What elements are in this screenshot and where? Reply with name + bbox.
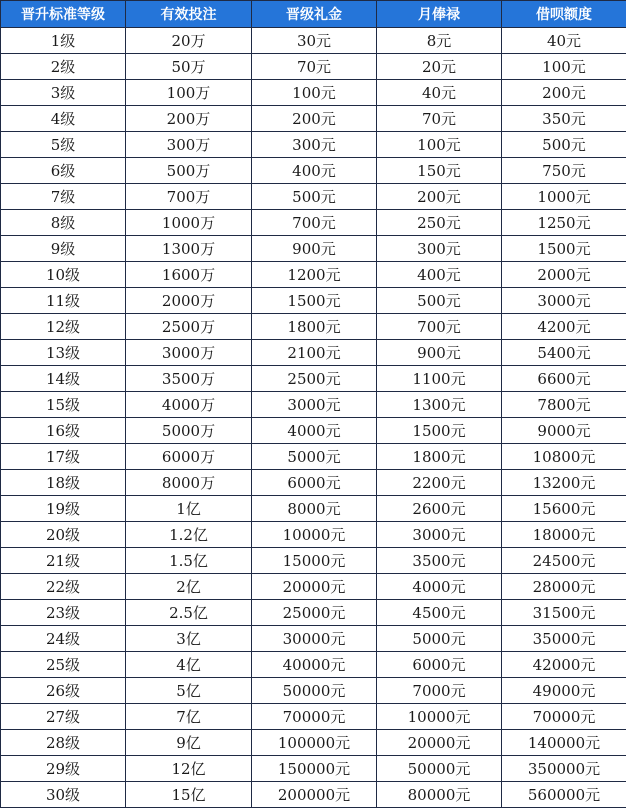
cell-promotion-bonus: 300元 xyxy=(252,132,377,158)
cell-promotion-bonus: 2100元 xyxy=(252,340,377,366)
cell-monthly-salary: 50000元 xyxy=(377,756,502,782)
cell-promotion-bonus: 1200元 xyxy=(252,262,377,288)
cell-level: 1级 xyxy=(1,28,126,54)
cell-valid-bet: 500万 xyxy=(126,158,252,184)
cell-monthly-salary: 100元 xyxy=(377,132,502,158)
cell-promotion-bonus: 150000元 xyxy=(252,756,377,782)
cell-monthly-salary: 400元 xyxy=(377,262,502,288)
cell-level: 19级 xyxy=(1,496,126,522)
cell-promotion-bonus: 900元 xyxy=(252,236,377,262)
cell-monthly-salary: 2200元 xyxy=(377,470,502,496)
cell-valid-bet: 5000万 xyxy=(126,418,252,444)
cell-valid-bet: 8000万 xyxy=(126,470,252,496)
cell-level: 28级 xyxy=(1,730,126,756)
cell-credit-limit: 100元 xyxy=(502,54,626,80)
cell-promotion-bonus: 30000元 xyxy=(252,626,377,652)
cell-level: 5级 xyxy=(1,132,126,158)
cell-monthly-salary: 2600元 xyxy=(377,496,502,522)
table-row xyxy=(1,782,626,808)
cell-credit-limit: 28000元 xyxy=(502,574,626,600)
cell-monthly-salary: 1800元 xyxy=(377,444,502,470)
cell-level: 27级 xyxy=(1,704,126,730)
table-row xyxy=(1,730,626,756)
cell-level: 6级 xyxy=(1,158,126,184)
table-row xyxy=(1,652,626,678)
cell-valid-bet: 200万 xyxy=(126,106,252,132)
cell-level: 24级 xyxy=(1,626,126,652)
cell-monthly-salary: 1300元 xyxy=(377,392,502,418)
cell-level: 13级 xyxy=(1,340,126,366)
cell-promotion-bonus: 1800元 xyxy=(252,314,377,340)
cell-valid-bet: 300万 xyxy=(126,132,252,158)
cell-level: 10级 xyxy=(1,262,126,288)
cell-level: 2级 xyxy=(1,54,126,80)
table-header xyxy=(1,1,626,28)
table-row xyxy=(1,132,626,158)
cell-valid-bet: 6000万 xyxy=(126,444,252,470)
table-row xyxy=(1,28,626,54)
cell-promotion-bonus: 100000元 xyxy=(252,730,377,756)
cell-valid-bet: 2500万 xyxy=(126,314,252,340)
cell-promotion-bonus: 6000元 xyxy=(252,470,377,496)
cell-promotion-bonus: 200元 xyxy=(252,106,377,132)
table-body xyxy=(1,28,626,808)
table-row xyxy=(1,574,626,600)
cell-credit-limit: 40元 xyxy=(502,28,626,54)
table-row xyxy=(1,756,626,782)
cell-monthly-salary: 5000元 xyxy=(377,626,502,652)
cell-promotion-bonus: 100元 xyxy=(252,80,377,106)
cell-promotion-bonus: 40000元 xyxy=(252,652,377,678)
cell-credit-limit: 560000元 xyxy=(502,782,626,808)
table-row xyxy=(1,678,626,704)
cell-credit-limit: 15600元 xyxy=(502,496,626,522)
table-row xyxy=(1,340,626,366)
cell-monthly-salary: 300元 xyxy=(377,236,502,262)
cell-promotion-bonus: 70000元 xyxy=(252,704,377,730)
table-row xyxy=(1,184,626,210)
cell-valid-bet: 5亿 xyxy=(126,678,252,704)
cell-level: 21级 xyxy=(1,548,126,574)
cell-valid-bet: 3500万 xyxy=(126,366,252,392)
cell-monthly-salary: 1500元 xyxy=(377,418,502,444)
cell-monthly-salary: 250元 xyxy=(377,210,502,236)
table-row xyxy=(1,548,626,574)
cell-level: 16级 xyxy=(1,418,126,444)
cell-monthly-salary: 200元 xyxy=(377,184,502,210)
cell-valid-bet: 7亿 xyxy=(126,704,252,730)
table-row xyxy=(1,80,626,106)
cell-credit-limit: 1250元 xyxy=(502,210,626,236)
cell-monthly-salary: 7000元 xyxy=(377,678,502,704)
header-row xyxy=(1,1,626,28)
cell-level: 20级 xyxy=(1,522,126,548)
header-promotion-bonus: 晋级礼金 xyxy=(252,1,377,28)
cell-credit-limit: 13200元 xyxy=(502,470,626,496)
cell-credit-limit: 4200元 xyxy=(502,314,626,340)
table-row xyxy=(1,288,626,314)
cell-valid-bet: 9亿 xyxy=(126,730,252,756)
table-row xyxy=(1,522,626,548)
cell-monthly-salary: 70元 xyxy=(377,106,502,132)
table-row xyxy=(1,392,626,418)
cell-monthly-salary: 700元 xyxy=(377,314,502,340)
cell-promotion-bonus: 2500元 xyxy=(252,366,377,392)
table-row xyxy=(1,496,626,522)
cell-promotion-bonus: 3000元 xyxy=(252,392,377,418)
cell-level: 12级 xyxy=(1,314,126,340)
cell-credit-limit: 7800元 xyxy=(502,392,626,418)
cell-level: 18级 xyxy=(1,470,126,496)
cell-valid-bet: 3000万 xyxy=(126,340,252,366)
cell-valid-bet: 1亿 xyxy=(126,496,252,522)
cell-promotion-bonus: 200000元 xyxy=(252,782,377,808)
cell-level: 30级 xyxy=(1,782,126,808)
cell-promotion-bonus: 30元 xyxy=(252,28,377,54)
cell-promotion-bonus: 10000元 xyxy=(252,522,377,548)
table-row xyxy=(1,54,626,80)
cell-monthly-salary: 150元 xyxy=(377,158,502,184)
cell-promotion-bonus: 50000元 xyxy=(252,678,377,704)
cell-credit-limit: 6600元 xyxy=(502,366,626,392)
cell-valid-bet: 4000万 xyxy=(126,392,252,418)
cell-monthly-salary: 3500元 xyxy=(377,548,502,574)
cell-promotion-bonus: 500元 xyxy=(252,184,377,210)
table-row xyxy=(1,444,626,470)
cell-credit-limit: 10800元 xyxy=(502,444,626,470)
header-level: 晋升标准等级 xyxy=(1,1,126,28)
cell-promotion-bonus: 5000元 xyxy=(252,444,377,470)
cell-monthly-salary: 500元 xyxy=(377,288,502,314)
cell-level: 9级 xyxy=(1,236,126,262)
cell-credit-limit: 9000元 xyxy=(502,418,626,444)
cell-valid-bet: 2.5亿 xyxy=(126,600,252,626)
cell-credit-limit: 70000元 xyxy=(502,704,626,730)
cell-credit-limit: 140000元 xyxy=(502,730,626,756)
header-monthly-salary: 月俸禄 xyxy=(377,1,502,28)
cell-promotion-bonus: 400元 xyxy=(252,158,377,184)
cell-credit-limit: 31500元 xyxy=(502,600,626,626)
cell-monthly-salary: 900元 xyxy=(377,340,502,366)
cell-level: 25级 xyxy=(1,652,126,678)
cell-monthly-salary: 10000元 xyxy=(377,704,502,730)
table-row xyxy=(1,366,626,392)
table-row xyxy=(1,262,626,288)
cell-credit-limit: 200元 xyxy=(502,80,626,106)
cell-valid-bet: 3亿 xyxy=(126,626,252,652)
cell-monthly-salary: 80000元 xyxy=(377,782,502,808)
table-row xyxy=(1,158,626,184)
cell-monthly-salary: 4000元 xyxy=(377,574,502,600)
cell-level: 14级 xyxy=(1,366,126,392)
cell-valid-bet: 4亿 xyxy=(126,652,252,678)
table-row xyxy=(1,314,626,340)
cell-credit-limit: 750元 xyxy=(502,158,626,184)
cell-monthly-salary: 20元 xyxy=(377,54,502,80)
cell-level: 11级 xyxy=(1,288,126,314)
cell-level: 3级 xyxy=(1,80,126,106)
cell-valid-bet: 15亿 xyxy=(126,782,252,808)
cell-credit-limit: 24500元 xyxy=(502,548,626,574)
header-valid-bet: 有效投注 xyxy=(126,1,252,28)
cell-valid-bet: 2亿 xyxy=(126,574,252,600)
cell-valid-bet: 700万 xyxy=(126,184,252,210)
cell-level: 26级 xyxy=(1,678,126,704)
cell-level: 17级 xyxy=(1,444,126,470)
cell-credit-limit: 5400元 xyxy=(502,340,626,366)
cell-valid-bet: 1.2亿 xyxy=(126,522,252,548)
cell-valid-bet: 1000万 xyxy=(126,210,252,236)
cell-credit-limit: 500元 xyxy=(502,132,626,158)
cell-credit-limit: 42000元 xyxy=(502,652,626,678)
cell-credit-limit: 3000元 xyxy=(502,288,626,314)
cell-credit-limit: 49000元 xyxy=(502,678,626,704)
cell-monthly-salary: 8元 xyxy=(377,28,502,54)
cell-credit-limit: 350元 xyxy=(502,106,626,132)
cell-promotion-bonus: 70元 xyxy=(252,54,377,80)
cell-valid-bet: 100万 xyxy=(126,80,252,106)
cell-level: 23级 xyxy=(1,600,126,626)
cell-valid-bet: 2000万 xyxy=(126,288,252,314)
cell-level: 22级 xyxy=(1,574,126,600)
cell-level: 29级 xyxy=(1,756,126,782)
cell-valid-bet: 20万 xyxy=(126,28,252,54)
cell-credit-limit: 18000元 xyxy=(502,522,626,548)
cell-promotion-bonus: 4000元 xyxy=(252,418,377,444)
header-credit-limit: 借呗额度 xyxy=(502,1,626,28)
cell-promotion-bonus: 1500元 xyxy=(252,288,377,314)
cell-credit-limit: 35000元 xyxy=(502,626,626,652)
table-row xyxy=(1,236,626,262)
cell-credit-limit: 1500元 xyxy=(502,236,626,262)
cell-monthly-salary: 20000元 xyxy=(377,730,502,756)
table-row xyxy=(1,626,626,652)
cell-valid-bet: 1600万 xyxy=(126,262,252,288)
table-row xyxy=(1,418,626,444)
cell-promotion-bonus: 700元 xyxy=(252,210,377,236)
cell-promotion-bonus: 8000元 xyxy=(252,496,377,522)
cell-monthly-salary: 1100元 xyxy=(377,366,502,392)
cell-level: 8级 xyxy=(1,210,126,236)
cell-monthly-salary: 4500元 xyxy=(377,600,502,626)
cell-monthly-salary: 6000元 xyxy=(377,652,502,678)
cell-level: 4级 xyxy=(1,106,126,132)
table-row xyxy=(1,470,626,496)
cell-credit-limit: 2000元 xyxy=(502,262,626,288)
cell-level: 7级 xyxy=(1,184,126,210)
table-row xyxy=(1,106,626,132)
cell-level: 15级 xyxy=(1,392,126,418)
cell-promotion-bonus: 15000元 xyxy=(252,548,377,574)
cell-monthly-salary: 3000元 xyxy=(377,522,502,548)
cell-valid-bet: 12亿 xyxy=(126,756,252,782)
cell-credit-limit: 350000元 xyxy=(502,756,626,782)
table-row xyxy=(1,704,626,730)
cell-monthly-salary: 40元 xyxy=(377,80,502,106)
cell-valid-bet: 50万 xyxy=(126,54,252,80)
cell-promotion-bonus: 20000元 xyxy=(252,574,377,600)
cell-valid-bet: 1300万 xyxy=(126,236,252,262)
cell-promotion-bonus: 25000元 xyxy=(252,600,377,626)
cell-credit-limit: 1000元 xyxy=(502,184,626,210)
table-row xyxy=(1,210,626,236)
cell-valid-bet: 1.5亿 xyxy=(126,548,252,574)
table-row xyxy=(1,600,626,626)
